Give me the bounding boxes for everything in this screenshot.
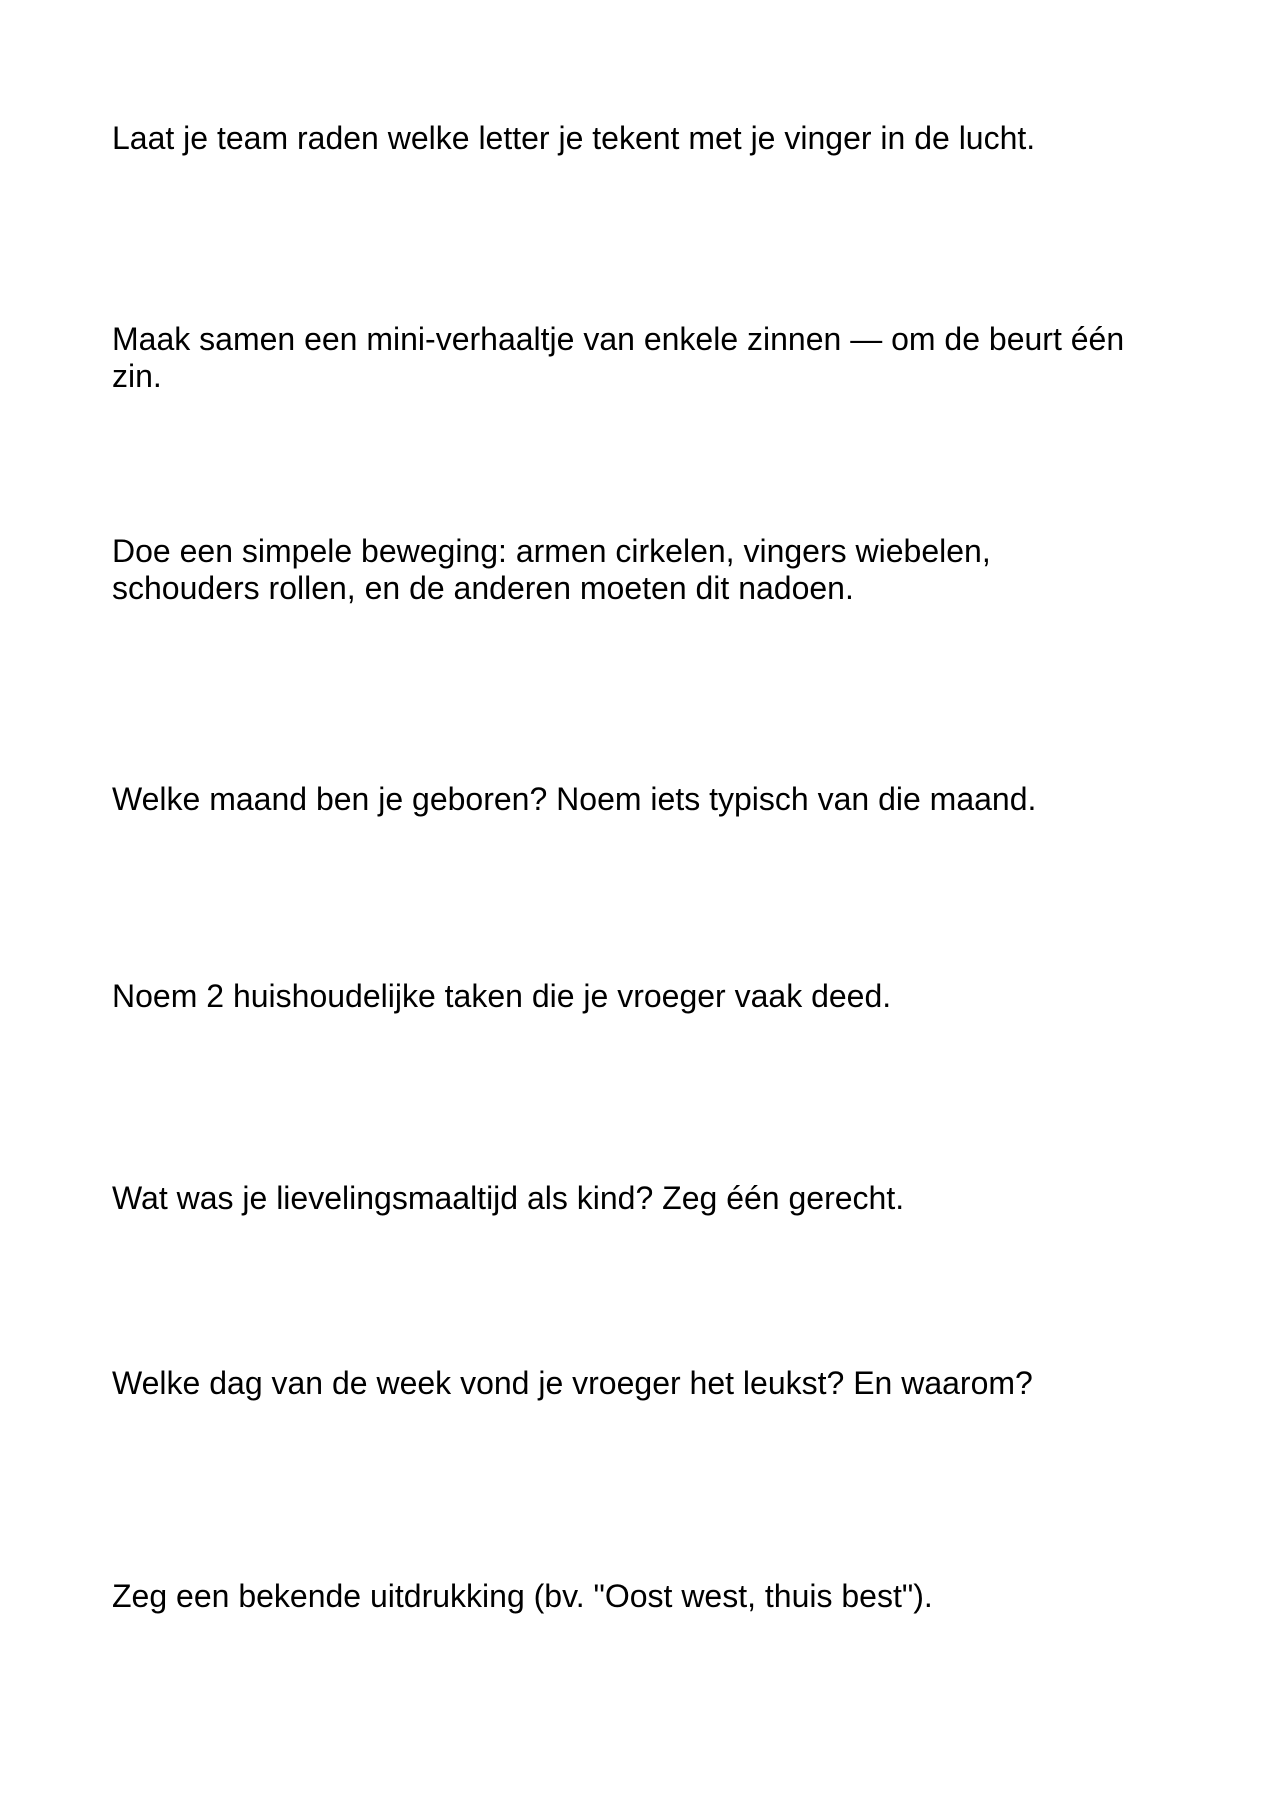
prompt-text-line: Zeg een bekende uitdrukking (bv. "Oost west, thuis best"). — [112, 1578, 933, 1614]
prompt-text-line: Laat je team raden welke letter je tekent met je vinger in de lucht. — [112, 120, 1036, 156]
activity-prompt-8 — [112, 1578, 933, 1615]
activity-prompt-2 — [112, 321, 1124, 395]
prompt-text-line: Welke maand ben je geboren? Noem iets typisch van die maand. — [112, 781, 1037, 817]
activity-prompt-4 — [112, 781, 1036, 818]
prompt-text-line: Noem 2 huishoudelijke taken die je vroeger vaak deed. — [112, 978, 892, 1014]
prompt-text-line: Doe een simpele beweging: armen cirkelen, vingers wiebelen, — [112, 533, 991, 569]
activity-prompt-3 — [112, 533, 991, 607]
activity-prompt-6 — [112, 1180, 904, 1217]
activity-prompt-1 — [112, 120, 1035, 157]
activity-prompt-7 — [112, 1365, 1033, 1402]
prompt-text-line: schouders rollen, en de anderen moeten dit nadoen. — [112, 570, 854, 606]
prompt-text-line: Wat was je lievelingsmaaltijd als kind? Zeg één gerecht. — [112, 1180, 905, 1216]
activity-prompt-5 — [112, 978, 891, 1015]
prompt-text-line: Maak samen een mini-verhaaltje van enkele zinnen — om de beurt één — [112, 321, 1125, 357]
prompt-text-line: Welke dag van de week vond je vroeger het leukst? En waarom? — [112, 1365, 1033, 1401]
prompt-text-line: zin. — [112, 358, 162, 394]
